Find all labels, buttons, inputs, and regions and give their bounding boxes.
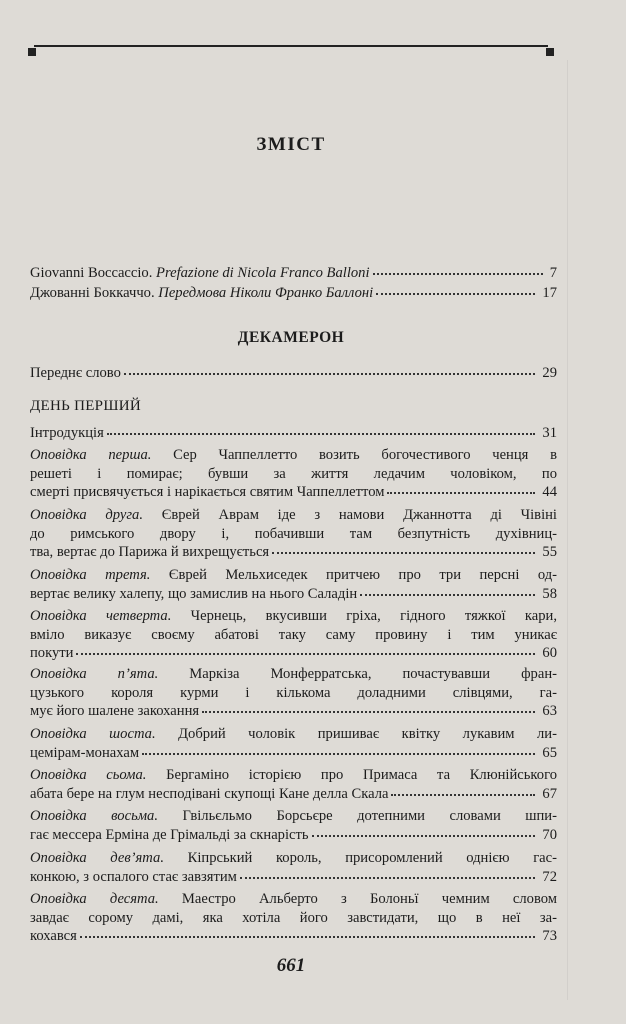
story-name: Оповідка дев’ята. bbox=[30, 850, 164, 866]
story-line: Добрий чоловік пришиває квітку лукавим ли- bbox=[178, 726, 557, 742]
story-line: Сер Чаппеллетто возить богочестивого ченця в bbox=[173, 447, 557, 463]
entry-page: 70 bbox=[542, 826, 557, 843]
story-line: Єврей Мельхиседек притчею про три персні од- bbox=[168, 567, 557, 583]
story-line: покути bbox=[30, 645, 74, 661]
leader-dots bbox=[202, 710, 535, 713]
toc-entry-story-9[interactable] bbox=[30, 849, 557, 886]
toc-entry-story-6[interactable] bbox=[30, 725, 557, 762]
leader-dots bbox=[124, 372, 536, 375]
leader-dots bbox=[142, 752, 535, 755]
story-line: гає мессера Ерміна де Грімальді за скнарість bbox=[30, 826, 309, 843]
story-line: вертає велику халепу, що замислив на нього Саладін bbox=[30, 585, 358, 602]
leader-dots bbox=[240, 876, 536, 879]
story-line: тва, вертає до Парижа й вихрещується bbox=[30, 544, 270, 560]
story-line: смерті присвячується і нарікається святим Чаппеллеттом bbox=[30, 484, 385, 500]
story-name: Оповідка друга. bbox=[30, 507, 143, 523]
entry-page: 55 bbox=[542, 544, 557, 560]
story-name: Оповідка сьома. bbox=[30, 767, 147, 783]
entry-title: Переднє слово bbox=[30, 365, 121, 381]
leader-dots bbox=[312, 834, 536, 837]
leader-dots bbox=[391, 793, 535, 796]
story-name: Оповідка восьма. bbox=[30, 808, 158, 824]
story-name: Оповідка п’ята. bbox=[30, 666, 159, 682]
header-rule bbox=[28, 44, 554, 58]
story-name: Оповідка перша. bbox=[30, 447, 152, 463]
entry-page: 67 bbox=[542, 785, 557, 802]
toc-entry-preface-uk[interactable] bbox=[30, 284, 557, 303]
entry-title: Передмова Ніколи Франко Баллоні bbox=[158, 285, 374, 301]
entry-page: 17 bbox=[542, 285, 557, 301]
story-line: абата бере на глум несподівані скупощі Кане делла Скала bbox=[30, 785, 389, 802]
toc-entry-story-7[interactable] bbox=[30, 766, 557, 803]
toc-entry-story-8[interactable] bbox=[30, 807, 557, 844]
entry-page: 65 bbox=[542, 744, 557, 761]
toc-entry-story-5[interactable] bbox=[30, 665, 557, 721]
leader-dots bbox=[387, 491, 535, 494]
leader-dots bbox=[272, 551, 535, 554]
story-line: Гвільєльмо Борсьєре дотепними словами шпи- bbox=[182, 808, 557, 824]
toc-entry-story-10[interactable] bbox=[30, 890, 557, 946]
story-line: завдає сорому дамі, яка хотіла його завстидати, що в неї за- bbox=[30, 909, 557, 926]
leader-dots bbox=[80, 935, 536, 938]
entry-title: Інтродукція bbox=[30, 425, 104, 441]
entry-page: 60 bbox=[542, 645, 557, 661]
entry-page: 72 bbox=[542, 868, 557, 885]
entry-page: 29 bbox=[542, 365, 557, 381]
toc-entry-preface-it[interactable] bbox=[30, 264, 557, 283]
story-line: Бергаміно історією про Примаса та Клюнійського bbox=[166, 767, 557, 783]
story-line: Єврей Аврам іде з намови Джаннотта ді Чівіні bbox=[161, 507, 557, 523]
story-line: Кіпрський король, присоромлений однією гас- bbox=[187, 850, 557, 866]
rule-square-right bbox=[546, 48, 554, 56]
page-fold-shadow bbox=[567, 60, 568, 1000]
toc-entry-story-2[interactable] bbox=[30, 506, 557, 562]
page-title: ЗМІСТ bbox=[256, 134, 326, 155]
story-name: Оповідка шоста. bbox=[30, 726, 156, 742]
entry-page: 73 bbox=[542, 928, 557, 944]
toc-entry-intro[interactable] bbox=[30, 424, 557, 443]
entry-page: 63 bbox=[542, 703, 557, 719]
toc-entry-story-1[interactable] bbox=[30, 446, 557, 502]
rule-line bbox=[34, 45, 548, 47]
entry-author: Giovanni Boccaccio. bbox=[30, 265, 153, 281]
leader-dots bbox=[373, 272, 543, 275]
story-name: Оповідка четверта. bbox=[30, 608, 172, 624]
rule-square-left bbox=[28, 48, 36, 56]
page-number: 661 bbox=[276, 955, 306, 976]
leader-dots bbox=[376, 292, 535, 295]
story-line: Маестро Альберто з Болоньї чемним словом bbox=[181, 891, 557, 907]
story-line: мує його шалене закохання bbox=[30, 703, 200, 719]
story-line: конкою, з оспалого стає завзятим bbox=[30, 868, 237, 885]
entry-page: 7 bbox=[549, 265, 557, 281]
entry-author: Джованні Боккаччо. bbox=[30, 285, 155, 301]
toc-entry-foreword[interactable] bbox=[30, 364, 557, 383]
story-line: вміло виказує своєму абатові таку саму провину і тим уникає bbox=[30, 626, 557, 643]
story-line: Чернець, вкусивши гріха, гідного тяжкої кари, bbox=[190, 608, 557, 624]
story-name: Оповідка третя. bbox=[30, 567, 151, 583]
entry-title: Prefazione di Nicola Franco Balloni bbox=[156, 265, 370, 281]
story-line: цузького короля курми і кількома доладними слівцями, га- bbox=[30, 684, 557, 701]
story-line: решеті і помирає; бувши за життя ледачим чоловіком, по bbox=[30, 465, 557, 482]
toc-entry-story-3[interactable] bbox=[30, 566, 557, 603]
story-name: Оповідка десята. bbox=[30, 891, 159, 907]
leader-dots bbox=[76, 652, 535, 655]
story-line: до римського двору і, побачивши там безпутність духівниц- bbox=[30, 525, 557, 542]
day-title: ДЕНЬ ПЕРШИЙ bbox=[30, 398, 142, 414]
section-title: ДЕКАМЕРОН bbox=[237, 329, 345, 346]
leader-dots bbox=[360, 593, 535, 596]
story-line: цемірам-монахам bbox=[30, 744, 140, 761]
leader-dots bbox=[107, 432, 536, 435]
entry-page: 31 bbox=[542, 425, 557, 441]
toc-entry-story-4[interactable] bbox=[30, 607, 557, 663]
story-line: кохався bbox=[30, 928, 77, 944]
story-line: Маркіза Монферратська, почастувавши фран- bbox=[189, 666, 557, 682]
entry-page: 58 bbox=[542, 585, 557, 602]
entry-page: 44 bbox=[542, 484, 557, 500]
